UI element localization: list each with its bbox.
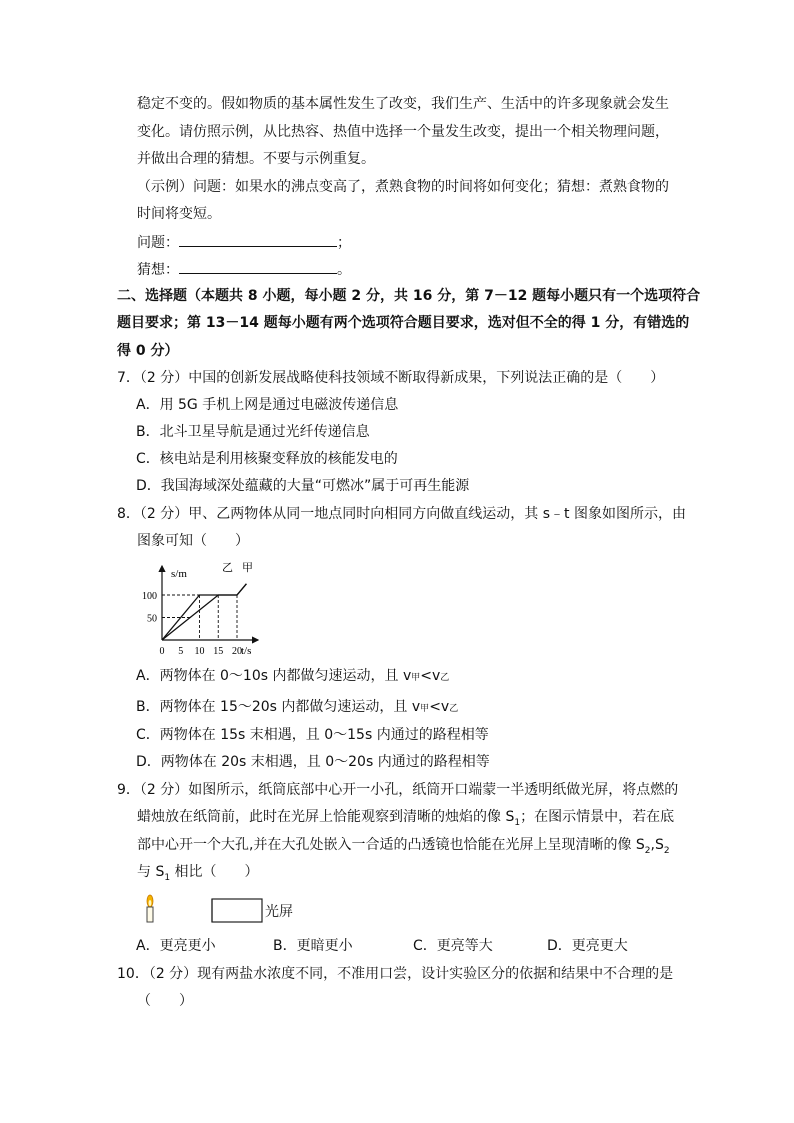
q9-stem4-text: 与 S: [137, 864, 165, 880]
question-label: 问题：: [137, 235, 179, 251]
guess-answer-row: [137, 259, 351, 280]
candle-icon: [147, 895, 153, 922]
y-tick-label-100: 100: [142, 591, 157, 602]
q9-stem3-sub2: 2: [663, 845, 670, 856]
q9-stem3-sub1: 2: [644, 845, 651, 856]
q8-option-b[interactable]: [136, 697, 458, 719]
q8-a-text: A．两物体在 0～10s 内都做匀速运动，且 v: [136, 668, 412, 684]
series-label-jia: 甲: [242, 562, 253, 574]
q9-stem-line-4: [137, 862, 259, 888]
x-tick-label-5: 5: [178, 646, 184, 657]
q8-b-sub-jia: 甲: [420, 704, 430, 714]
question-answer-row: [137, 232, 351, 253]
screen-label: 光屏: [265, 904, 293, 920]
intro-line-1: 稳定不变的。假如物质的基本属性发生了改变，我们生产、生活中的许多现象就会发生: [137, 96, 669, 112]
paper-cylinder: [212, 899, 262, 922]
guess-end: 。: [337, 262, 351, 278]
section-heading-line-2: 题目要求；第 13－14 题每小题有两个选项符合题目要求，选对但不全的得 1 分，有错选的: [117, 315, 690, 331]
q8-b-mid: <v: [429, 699, 450, 715]
q8-b-text: B．两物体在 15～20s 内都做匀速运动，且 v: [136, 699, 421, 715]
q8-b-sub-yi: 乙: [449, 704, 459, 714]
section-heading-line-3: 得 0 分）: [117, 343, 179, 359]
series-label-yi: 乙: [222, 562, 233, 574]
s-t-graph: [130, 558, 270, 660]
q8-stem-line-1: 8．（2 分）甲、乙两物体从同一地点同时向相同方向做直线运动，其 s﹣t 图象如图所示，由: [117, 506, 686, 522]
q9-stem-line-1: 9．（2 分）如图所示，纸筒底部中心开一小孔，纸筒开口端蒙一半透明纸做光屏，将点燃的: [117, 782, 679, 798]
series-line-yi: [162, 584, 246, 640]
q8-option-a[interactable]: [136, 666, 449, 688]
example-line-2: 时间将变短。: [137, 206, 221, 222]
q8-option-c[interactable]: C．两物体在 15s 末相遇，且 0～15s 内通过的路程相等: [136, 727, 489, 743]
q7-stem: 7．（2 分）中国的创新发展战略使科技领域不断取得新成果，下列说法正确的是（ ）: [117, 370, 665, 386]
question-blank[interactable]: [179, 232, 337, 247]
x-tick-label-0: 0: [159, 646, 165, 657]
q8-a-sub-yi: 乙: [440, 673, 450, 683]
q7-option-b[interactable]: B．北斗卫星导航是通过光纤传递信息: [136, 424, 370, 440]
question-end: ；: [337, 235, 351, 251]
q8-stem-line-2: 图象可知（ ）: [137, 533, 249, 549]
q8-a-mid: <v: [420, 668, 441, 684]
guess-label: 猜想：: [137, 262, 179, 278]
x-axis-label: t/s: [241, 645, 252, 657]
y-tick-label-50: 50: [147, 613, 157, 625]
q9-stem3-mid: ,S: [650, 837, 664, 853]
intro-line-2: 变化。请仿照示例，从比热容、热值中选择一个量发生改变，提出一个相关物理问题，: [137, 124, 669, 140]
q7-option-a[interactable]: A．用 5G 手机上网是通过电磁波传递信息: [136, 397, 399, 413]
q9-stem-line-2: [137, 807, 674, 833]
q9-option-d[interactable]: D．更亮更大: [547, 938, 628, 954]
example-line-1: （示例）问题：如果水的沸点变高了，煮熟食物的时间将如何变化；猜想：煮熟食物的: [137, 179, 669, 195]
x-tick-label-20: 20: [232, 646, 242, 657]
q9-option-c[interactable]: C．更亮等大: [413, 938, 493, 954]
x-tick-label-15: 15: [213, 646, 224, 657]
section-heading-line-1: 二、选择题（本题共 8 小题，每小题 2 分，共 16 分，第 7－12 题每小题只有一个选项符合: [117, 288, 701, 304]
q9-stem4-sub: 1: [164, 872, 171, 883]
q9-option-b[interactable]: B．更暗更小: [273, 938, 353, 954]
y-axis-label: s/m: [171, 568, 187, 580]
intro-line-3: 并做出合理的猜想。不要与示例重复。: [137, 151, 375, 167]
q9-stem3-text: 部中心开一个大孔,并在大孔处嵌入一合适的凸透镜也恰能在光屏上呈现清晰的像 S: [137, 837, 645, 853]
q8-a-sub-jia: 甲: [411, 673, 421, 683]
q9-stem2-sub: 1: [514, 817, 521, 828]
q9-stem-line-3: [137, 835, 670, 861]
q9-stem2-end: ；在图示情景中，若在底: [520, 809, 675, 825]
q9-option-a[interactable]: A．更亮更小: [136, 938, 216, 954]
q7-option-c[interactable]: C．核电站是利用核聚变释放的核能发电的: [136, 451, 398, 467]
guess-blank[interactable]: [179, 259, 337, 274]
series-line-jia: [162, 584, 246, 640]
q10-stem-line-2: （ ）: [137, 993, 193, 1009]
q9-stem4-end: 相比（ ）: [170, 864, 259, 880]
q7-option-d[interactable]: D．我国海域深处蕴藏的大量“可燃冰”属于可再生能源: [136, 478, 470, 494]
q9-stem2-text: 蜡烛放在纸筒前，此时在光屏上恰能观察到清晰的烛焰的像 S: [137, 809, 515, 825]
x-tick-label-10: 10: [194, 646, 205, 657]
q10-stem-line-1: 10．（2 分）现有两盐水浓度不同，不准用口尝，设计实验区分的依据和结果中不合理的是: [117, 966, 674, 982]
q8-option-d[interactable]: D．两物体在 20s 末相遇，且 0～20s 内通过的路程相等: [136, 754, 490, 770]
